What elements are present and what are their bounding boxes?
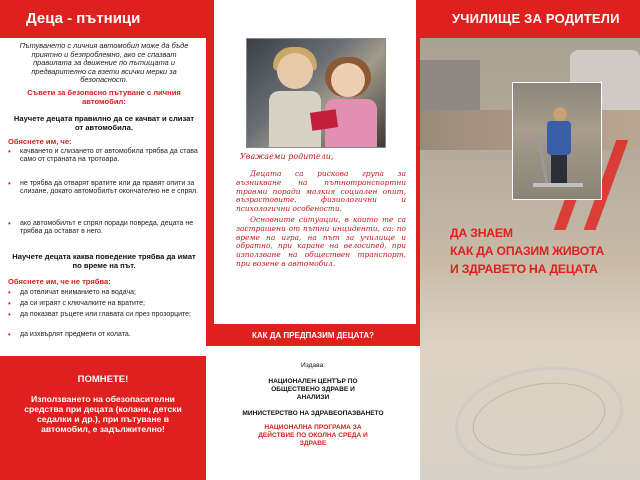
left-panel-header xyxy=(0,0,206,38)
left-panel xyxy=(0,0,206,480)
right-panel xyxy=(420,0,640,480)
publisher-ncphа: НАЦИОНАЛЕН ЦЕНТЪР ПО ОБЩЕСТВЕНО ЗДРАВЕ И АНАЛИЗИ xyxy=(268,378,358,401)
bullet-icon: • xyxy=(8,310,11,319)
kids-in-car-photo xyxy=(246,38,386,148)
intro-text: Пътуването с личния автомобил може да бъде приятно и безпроблемно, ако се спазват правилата за движение по пътищата и предварително са взети всички мерки за безопасност. xyxy=(19,41,189,85)
list-item: • качването и слизането от автомобила трябва да става само от страната на тротоара. xyxy=(8,147,198,164)
list-item: • да изхвърлят предмети от колата. xyxy=(8,330,131,339)
bullet-icon: • xyxy=(8,147,11,156)
published-by-label: Издава: xyxy=(300,362,326,369)
bullet-icon: • xyxy=(8,330,11,339)
bullet-icon: • xyxy=(8,179,11,188)
right-panel-title: УЧИЛИЩЕ ЗА РОДИТЕЛИ xyxy=(452,11,620,26)
list-item: • ако автомобилът е спрял поради повреда, децата не трябва да остават в него. xyxy=(8,219,194,236)
middle-panel xyxy=(206,0,420,480)
list-item: • не трябва да отварят вратите или да правят опити за слизане, докато автомобилът окончателно не е спрял. xyxy=(8,179,199,196)
remember-title: ПОМНЕТЕ! xyxy=(77,374,129,385)
background-car xyxy=(420,60,480,110)
slogan-line-2: КАК ДА ОПАЗИМ ЖИВОТА xyxy=(450,244,605,258)
bullet-icon: • xyxy=(8,299,11,308)
remember-text: Използването на обезопасителни средства при децата (колани, детски седалки и др.), при пътуване в автомобил, е задължително! xyxy=(24,394,182,434)
boy-on-scooter-photo xyxy=(512,82,602,200)
list-item: • да отвличат вниманието на водача; xyxy=(8,288,136,297)
how-to-protect-band xyxy=(206,326,420,346)
right-panel-header xyxy=(420,0,640,38)
explain-heading-1: Обяснете им, че: xyxy=(8,137,72,146)
letter-paragraph-2: Основните ситуации, в които те са застрашени от пътни инциденти, са: по време на игра, на път за училище и обратно, при каране на велосипед, при използване на обществен транспорт, при возене в автомобил. xyxy=(236,215,406,268)
left-panel-title: Деца - пътници xyxy=(26,10,141,27)
letter-greeting: Уважаеми родители, xyxy=(240,152,334,161)
remember-box xyxy=(0,356,206,480)
slogan-line-3: И ЗДРАВЕТО НА ДЕЦАТА xyxy=(450,262,598,276)
slogan xyxy=(450,224,640,278)
band-label: КАК ДА ПРЕДПАЗИМ ДЕЦАТА? xyxy=(251,331,375,340)
tips-heading: Съвети за безопасно пътуване с личния автомобил: xyxy=(27,88,181,106)
list-item: • да си играят с ключалките на вратите; xyxy=(8,299,145,308)
slogan-line-1: ДА ЗНАЕМ xyxy=(450,226,513,240)
publisher-ministry: МИНИСТЕРСТВО НА ЗДРАВЕОПАЗВАНЕТО xyxy=(242,410,384,417)
behavior-heading: Научете децата каква поведение трябва да имат по време на път. xyxy=(12,252,196,270)
bullet-icon: • xyxy=(8,219,11,228)
list-item: • да показват ръцете или главата си през прозорците; xyxy=(8,310,192,319)
bullet-icon: • xyxy=(8,288,11,297)
explain-heading-2: Обяснете им, че не трябва: xyxy=(8,277,111,286)
publisher-program: НАЦИОНАЛНА ПРОГРАМА ЗА ДЕЙСТВИЕ ПО ОКОЛНА СРЕДА И ЗДРАВЕ xyxy=(258,424,368,447)
entry-heading: Научете децата правилно да се качват и слизат от автомобила. xyxy=(13,114,195,132)
letter-paragraph-1: Децата са рискова група за възникване на пътнотранспортни травми поради малкия социален опит, възрастовите, физиологични и психологични особености. xyxy=(236,169,406,214)
